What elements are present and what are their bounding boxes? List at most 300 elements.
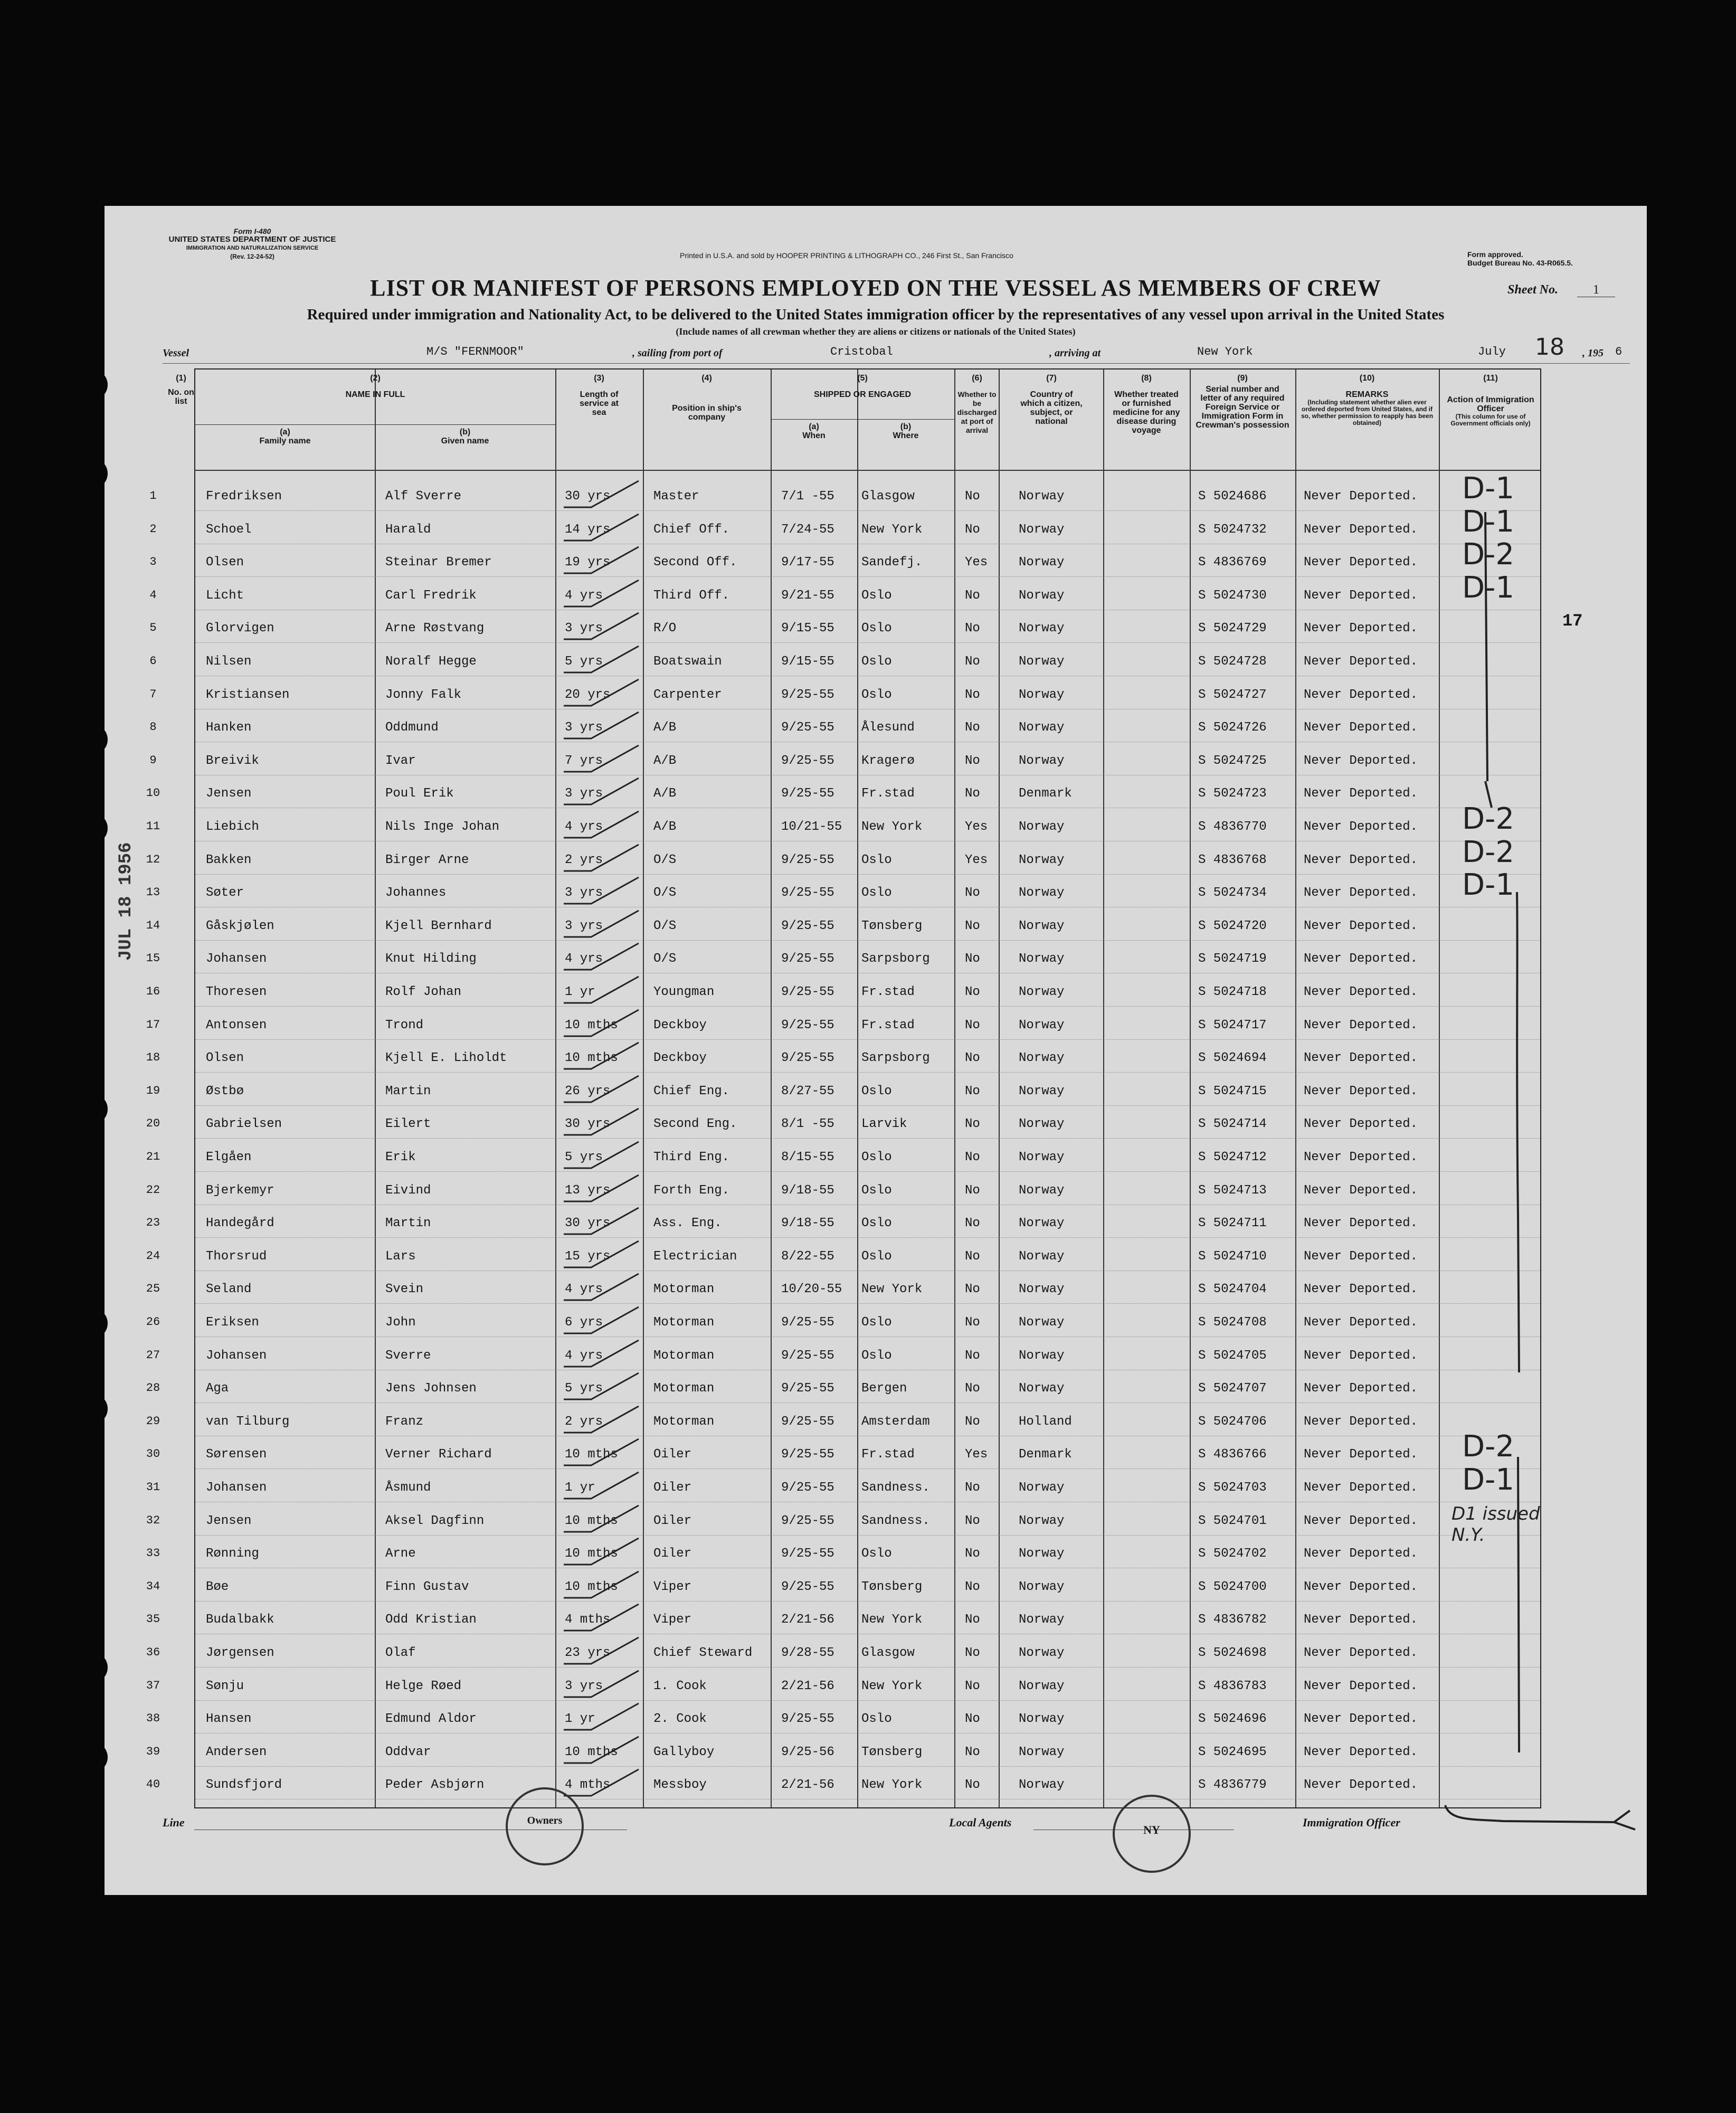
- position: Motorman: [653, 1348, 715, 1363]
- shipped-when: 9/25-55: [781, 1315, 834, 1330]
- shipped-where: Sandness.: [861, 1481, 930, 1495]
- service: IMMIGRATION AND NATURALIZATION SERVICE: [186, 245, 319, 251]
- remarks: Never Deported.: [1304, 753, 1418, 768]
- table-row: [146, 1535, 1540, 1568]
- family-name: Hanken: [206, 721, 252, 735]
- shipped-where: Sarpsborg: [861, 1051, 930, 1066]
- shipped-where: Fr.stad: [861, 985, 915, 999]
- position: Forth Eng.: [653, 1183, 730, 1198]
- family-name: Johansen: [206, 1481, 267, 1495]
- name-subrule: [195, 424, 555, 425]
- serial-number: S 5024695: [1198, 1745, 1267, 1759]
- service-length: 13 yrs: [565, 1183, 611, 1198]
- remarks: Never Deported.: [1304, 1481, 1418, 1495]
- row-number: 12: [146, 852, 160, 866]
- family-name: Glorvigen: [206, 621, 274, 636]
- table-row: [146, 1172, 1540, 1205]
- row-number: 4: [149, 588, 157, 602]
- given-name: Sverre: [385, 1348, 431, 1363]
- shipped-when: 9/25-56: [781, 1745, 834, 1759]
- discharge: Yes: [965, 852, 988, 867]
- table-row: [146, 1304, 1540, 1337]
- col5-header: [771, 374, 954, 399]
- given-name: Arne: [385, 1547, 416, 1561]
- remarks: Never Deported.: [1304, 1381, 1418, 1396]
- shipped-where: Oslo: [861, 687, 892, 702]
- col11-note: (This column for use of Government officials only): [1450, 413, 1531, 427]
- serial-number: S 5024715: [1198, 1084, 1267, 1098]
- table-row: [146, 1105, 1540, 1139]
- country: Norway: [1019, 687, 1065, 702]
- serial-number: S 4836766: [1198, 1447, 1267, 1462]
- shipped-when: 10/20-55: [781, 1282, 842, 1297]
- shipped-where: Sandefj.: [861, 555, 923, 570]
- serial-number: S 4836769: [1198, 555, 1267, 570]
- country: Norway: [1019, 1613, 1065, 1627]
- serial-number: S 5024717: [1198, 1018, 1267, 1032]
- family-name: Olsen: [206, 555, 244, 570]
- country: Norway: [1019, 1579, 1065, 1594]
- serial-number: S 5024694: [1198, 1051, 1267, 1066]
- remarks: Never Deported.: [1304, 1348, 1418, 1363]
- col3-number: (3): [594, 374, 604, 383]
- table-row: [146, 1601, 1540, 1634]
- row-number: 33: [146, 1547, 160, 1560]
- shipped-where: Fr.stad: [861, 1018, 915, 1032]
- service-strike-mark: [559, 973, 644, 1005]
- service-length: 30 yrs: [565, 1216, 611, 1231]
- remarks: Never Deported.: [1304, 721, 1418, 735]
- remarks: Never Deported.: [1304, 655, 1418, 669]
- discharge: No: [965, 1745, 980, 1759]
- row-number: 3: [149, 555, 157, 569]
- serial-number: S 5024701: [1198, 1513, 1267, 1528]
- col4-label: Position in ship's company: [672, 404, 742, 422]
- row-number: 8: [149, 721, 157, 734]
- service-strike-mark: [559, 1601, 644, 1633]
- country: Norway: [1019, 721, 1065, 735]
- remarks: Never Deported.: [1304, 820, 1418, 834]
- shipped-when: 10/21-55: [781, 820, 842, 834]
- shipped-where: Bergen: [861, 1381, 907, 1396]
- shipped-when: 9/25-55: [781, 852, 834, 867]
- serial-number: S 5024719: [1198, 952, 1267, 967]
- row-number: 37: [146, 1679, 160, 1692]
- family-name: Andersen: [206, 1745, 267, 1759]
- serial-number: S 5024726: [1198, 721, 1267, 735]
- shipped-where: Fr.stad: [861, 787, 915, 801]
- serial-number: S 5024728: [1198, 655, 1267, 669]
- col11-label: Action of Immigration Officer: [1447, 395, 1534, 413]
- position: A/B: [653, 753, 677, 768]
- position: Master: [653, 489, 699, 504]
- country: Norway: [1019, 918, 1065, 933]
- row-number: 20: [146, 1117, 160, 1131]
- col10-number: (10): [1359, 374, 1375, 383]
- service-strike-mark: [559, 1139, 644, 1170]
- position: Gallyboy: [653, 1745, 715, 1759]
- discharge: No: [965, 721, 980, 735]
- remarks: Never Deported.: [1304, 1547, 1418, 1561]
- sheet-number: [1507, 283, 1615, 297]
- position: Oiler: [653, 1447, 692, 1462]
- serial-number: S 5024698: [1198, 1646, 1267, 1660]
- service-strike-mark: [559, 1337, 644, 1369]
- service-strike-mark: [559, 874, 644, 906]
- form-approval: [1467, 250, 1626, 267]
- shipped-when: 9/25-55: [781, 1712, 834, 1727]
- vessel-name: M/S "FERNMOOR": [426, 345, 524, 358]
- country: Norway: [1019, 1183, 1065, 1198]
- given-name: Lars: [385, 1249, 416, 1264]
- given-name: Poul Erik: [385, 787, 454, 801]
- service-length: 7 yrs: [565, 753, 603, 768]
- remarks: Never Deported.: [1304, 952, 1418, 967]
- serial-number: S 5024718: [1198, 985, 1267, 999]
- given-name: Eivind: [385, 1183, 431, 1198]
- shipped-when: 9/25-55: [781, 721, 834, 735]
- table-row: [146, 1007, 1540, 1040]
- given-name: Ivar: [385, 753, 416, 768]
- family-name: Olsen: [206, 1051, 244, 1066]
- shipped-where: Sandness.: [861, 1513, 930, 1528]
- service-length: 10 mths: [565, 1051, 618, 1066]
- table-row: [146, 874, 1540, 907]
- family-name: Bakken: [206, 852, 252, 867]
- row-number: 35: [146, 1613, 160, 1626]
- service-strike-mark: [559, 1039, 644, 1071]
- serial-number: S 5024714: [1198, 1117, 1267, 1132]
- shipped-when: 8/27-55: [781, 1084, 834, 1098]
- officer-mark: D-2: [1462, 537, 1514, 572]
- col5b-header: [857, 422, 954, 440]
- position: Oiler: [653, 1547, 692, 1561]
- col8-label: Whether treated or furnished medicine for any disease during voyage: [1113, 390, 1180, 435]
- family-name: Sundsfjord: [206, 1778, 282, 1793]
- serial-number: S 5024710: [1198, 1249, 1267, 1264]
- officer-signature: [1440, 1795, 1640, 1837]
- service-strike-mark: [559, 1733, 644, 1765]
- page-subtitle: Required under immigration and Nationality Act, to be delivered to the United States immigration officer by the representatives of any vessel upon arrival in the United States: [307, 306, 1445, 323]
- family-name: Thorsrud: [206, 1249, 267, 1264]
- service-length: 23 yrs: [565, 1646, 611, 1660]
- discharge: No: [965, 621, 980, 636]
- service-strike-mark: [559, 1007, 644, 1038]
- service-strike-mark: [559, 808, 644, 840]
- table-row: [146, 940, 1540, 973]
- shipped-where: Tønsberg: [861, 1579, 923, 1594]
- owners-stamp: [506, 1787, 584, 1865]
- country: Norway: [1019, 1745, 1065, 1759]
- col4-number: (4): [701, 374, 712, 383]
- col1-label: No. on list: [168, 388, 194, 406]
- col8-number: (8): [1141, 374, 1152, 383]
- page-title: LIST OR MANIFEST OF PERSONS EMPLOYED ON THE VESSEL AS MEMBERS OF CREW: [370, 275, 1381, 301]
- family-name: Aga: [206, 1381, 229, 1396]
- table-row: [146, 1370, 1540, 1403]
- row-number: 13: [146, 886, 160, 899]
- shipped-when: 9/25-55: [781, 952, 834, 967]
- officer-mark: D-1: [1462, 570, 1514, 605]
- position: A/B: [653, 787, 677, 801]
- service-length: 20 yrs: [565, 687, 611, 702]
- family-name: Seland: [206, 1282, 252, 1297]
- given-name: Jonny Falk: [385, 687, 462, 702]
- shipped-when: 9/15-55: [781, 655, 834, 669]
- remarks: Never Deported.: [1304, 1679, 1418, 1693]
- officer-mark: D-1: [1462, 471, 1514, 506]
- shipped-when: 9/25-55: [781, 1547, 834, 1561]
- shipped-when: 2/21-56: [781, 1679, 834, 1693]
- discharge: No: [965, 687, 980, 702]
- service-strike-mark: [559, 1667, 644, 1699]
- service-strike-mark: [559, 1105, 644, 1137]
- service-length: 3 yrs: [565, 1679, 603, 1693]
- budget-bureau: Budget Bureau No. 43-R065.5.: [1467, 259, 1573, 267]
- given-name: John: [385, 1315, 416, 1330]
- position: A/B: [653, 820, 677, 834]
- given-name: Trond: [385, 1018, 424, 1032]
- serial-number: S 4836768: [1198, 852, 1267, 867]
- table-row: [146, 841, 1540, 875]
- family-name: Jensen: [206, 1513, 252, 1528]
- service-length: 14 yrs: [565, 522, 611, 537]
- discharge: No: [965, 1282, 980, 1297]
- remarks: Never Deported.: [1304, 852, 1418, 867]
- country: Norway: [1019, 753, 1065, 768]
- arrival-month: July: [1478, 345, 1506, 358]
- discharge: No: [965, 1183, 980, 1198]
- service-length: 26 yrs: [565, 1084, 611, 1098]
- officer-mark: D-1: [1462, 1463, 1514, 1497]
- position: Motorman: [653, 1381, 715, 1396]
- table-row: [146, 1337, 1540, 1370]
- shipped-where: New York: [861, 1282, 923, 1297]
- shipped-where: New York: [861, 1613, 923, 1627]
- shipped-where: Sarpsborg: [861, 952, 930, 967]
- col8-header: [1105, 374, 1188, 435]
- position: Youngman: [653, 985, 715, 999]
- family-name: Elgåen: [206, 1150, 252, 1164]
- country: Norway: [1019, 1646, 1065, 1660]
- service-length: 5 yrs: [565, 1150, 603, 1164]
- col6-header: [955, 374, 999, 435]
- given-name: Jens Johnsen: [385, 1381, 477, 1396]
- country: Norway: [1019, 1150, 1065, 1164]
- given-name: Rolf Johan: [385, 985, 462, 999]
- remarks: Never Deported.: [1304, 687, 1418, 702]
- shipped-when: 9/25-55: [781, 787, 834, 801]
- col4-header: [647, 374, 766, 422]
- shipped-when: 7/24-55: [781, 522, 834, 537]
- discharge: No: [965, 588, 980, 603]
- country: Norway: [1019, 655, 1065, 669]
- table-row: [149, 577, 1540, 610]
- given-name: Oddvar: [385, 1745, 431, 1759]
- position: Motorman: [653, 1414, 715, 1429]
- row-number: 25: [146, 1282, 160, 1296]
- serial-number: S 5024727: [1198, 687, 1267, 702]
- shipped-when: 9/25-55: [781, 918, 834, 933]
- col2a-header: [195, 428, 375, 446]
- col5-number: (5): [857, 374, 868, 383]
- shipped-when: 2/21-56: [781, 1778, 834, 1793]
- service-strike-mark: [559, 1403, 644, 1435]
- discharge: No: [965, 1348, 980, 1363]
- row-number: 21: [146, 1150, 160, 1163]
- row-number: 38: [146, 1712, 160, 1726]
- binder-hole: [77, 369, 108, 400]
- col5-label: SHIPPED OR ENGAGED: [813, 390, 912, 399]
- country: Norway: [1019, 1018, 1065, 1032]
- country: Holland: [1019, 1414, 1072, 1429]
- serial-number: S 5024734: [1198, 886, 1267, 901]
- remarks: Never Deported.: [1304, 522, 1418, 537]
- footer-agents-label: Local Agents: [949, 1816, 1012, 1829]
- position: O/S: [653, 918, 677, 933]
- country: Norway: [1019, 1778, 1065, 1793]
- position: Chief Off.: [653, 522, 730, 537]
- discharge: No: [965, 985, 980, 999]
- arriving-label: , arriving at: [1049, 347, 1101, 359]
- discharge: No: [965, 787, 980, 801]
- shipped-where: Tønsberg: [861, 918, 923, 933]
- shipped-when: 9/18-55: [781, 1183, 834, 1198]
- shipped-where: Larvik: [861, 1117, 907, 1132]
- country: Norway: [1019, 1348, 1065, 1363]
- col5b-number: (b): [900, 422, 912, 431]
- officer-mark: D-2: [1462, 802, 1514, 836]
- service-length: 19 yrs: [565, 555, 611, 570]
- position: Oiler: [653, 1481, 692, 1495]
- binder-hole: [77, 1742, 108, 1773]
- table-row: [146, 1403, 1540, 1436]
- country: Norway: [1019, 820, 1065, 834]
- service-length: 2 yrs: [565, 852, 603, 867]
- officer-pen-lines: [1439, 475, 1540, 1805]
- given-name: Arne Røstvang: [385, 621, 485, 636]
- position: Electrician: [653, 1249, 737, 1264]
- service-length: 10 mths: [565, 1447, 618, 1462]
- shipped-when: 9/21-55: [781, 588, 834, 603]
- family-name: Jensen: [206, 787, 252, 801]
- position: Messboy: [653, 1778, 707, 1793]
- row-number: 34: [146, 1579, 160, 1593]
- service-strike-mark: [559, 1436, 644, 1467]
- remarks: Never Deported.: [1304, 1282, 1418, 1297]
- serial-number: S 5024723: [1198, 787, 1267, 801]
- position: 2. Cook: [653, 1712, 707, 1727]
- shipped-where: Glasgow: [861, 489, 915, 504]
- table-row: [146, 1634, 1540, 1667]
- service-strike-mark: [559, 643, 644, 675]
- col2b-number: (b): [459, 428, 471, 437]
- country: Norway: [1019, 522, 1065, 537]
- family-name: Budalbakk: [206, 1613, 274, 1627]
- country: Norway: [1019, 621, 1065, 636]
- shipped-where: New York: [861, 1679, 923, 1693]
- discharge: No: [965, 1613, 980, 1627]
- table-row: [146, 1733, 1540, 1767]
- shipped-where: Kragerø: [861, 753, 915, 768]
- given-name: Martin: [385, 1084, 431, 1098]
- shipped-where: Oslo: [861, 1547, 892, 1561]
- service-length: 3 yrs: [565, 918, 603, 933]
- family-name: van Tilburg: [206, 1414, 290, 1429]
- serial-number: S 4836779: [1198, 1778, 1267, 1793]
- port-stamp-text: NY: [1143, 1823, 1160, 1836]
- shipped-where: Oslo: [861, 1150, 892, 1164]
- service-length: 3 yrs: [565, 886, 603, 901]
- shipped-when: 9/25-55: [781, 1051, 834, 1066]
- service-strike-mark: [559, 1238, 644, 1269]
- given-name: Birger Arne: [385, 852, 469, 867]
- row-number: 27: [146, 1348, 160, 1362]
- position: Boatswain: [653, 655, 722, 669]
- family-name: Johansen: [206, 952, 267, 967]
- family-name: Gåskjølen: [206, 918, 274, 933]
- remarks: Never Deported.: [1304, 588, 1418, 603]
- serial-number: S 5024686: [1198, 489, 1267, 504]
- col9-label: Serial number and letter of any required Foreign Service or Immigration Form in Crewman's possession: [1196, 385, 1289, 430]
- col2b-label: Given name: [441, 437, 489, 446]
- country: Norway: [1019, 1513, 1065, 1528]
- family-name: Sørensen: [206, 1447, 267, 1462]
- col5a-label: When: [802, 431, 826, 440]
- discharge: No: [965, 1084, 980, 1098]
- country: Norway: [1019, 1679, 1065, 1693]
- table-row: [146, 1469, 1540, 1502]
- discharge: Yes: [965, 1447, 988, 1462]
- discharge: No: [965, 1579, 980, 1594]
- remarks: Never Deported.: [1304, 1646, 1418, 1660]
- row-number: 26: [146, 1315, 160, 1329]
- col1-number: (1): [176, 374, 186, 383]
- col7-header: [1003, 374, 1100, 426]
- form-number: Form I-480: [233, 227, 271, 235]
- serial-number: S 5024704: [1198, 1282, 1267, 1297]
- discharge: No: [965, 1249, 980, 1264]
- given-name: Edmund Aldor: [385, 1712, 477, 1727]
- country: Norway: [1019, 1712, 1065, 1727]
- given-name: Erik: [385, 1150, 416, 1164]
- discharge: No: [965, 1513, 980, 1528]
- shipped-when: 9/25-55: [781, 1447, 834, 1462]
- serial-number: S 5024729: [1198, 621, 1267, 636]
- col2-header: [195, 374, 555, 399]
- remarks: Never Deported.: [1304, 918, 1418, 933]
- form-approved: Form approved.: [1467, 250, 1523, 259]
- table-row: [146, 973, 1540, 1007]
- service-length: 30 yrs: [565, 489, 611, 504]
- row-number: 2: [149, 522, 157, 536]
- binder-hole: [77, 724, 108, 755]
- service-length: 15 yrs: [565, 1249, 611, 1264]
- col3-label: Length of service at sea: [580, 390, 619, 417]
- given-name: Harald: [385, 522, 431, 537]
- country: Norway: [1019, 1051, 1065, 1066]
- position: O/S: [653, 886, 677, 901]
- remarks: Never Deported.: [1304, 1249, 1418, 1264]
- table-row: [149, 676, 1540, 709]
- row-number: 17: [146, 1018, 160, 1031]
- serial-number: S 4836783: [1198, 1679, 1267, 1693]
- col3-header: [559, 374, 639, 417]
- position: Third Eng.: [653, 1150, 730, 1164]
- given-name: Åsmund: [385, 1481, 431, 1495]
- shipped-where: Fr.stad: [861, 1447, 915, 1462]
- col10-header: [1297, 374, 1437, 427]
